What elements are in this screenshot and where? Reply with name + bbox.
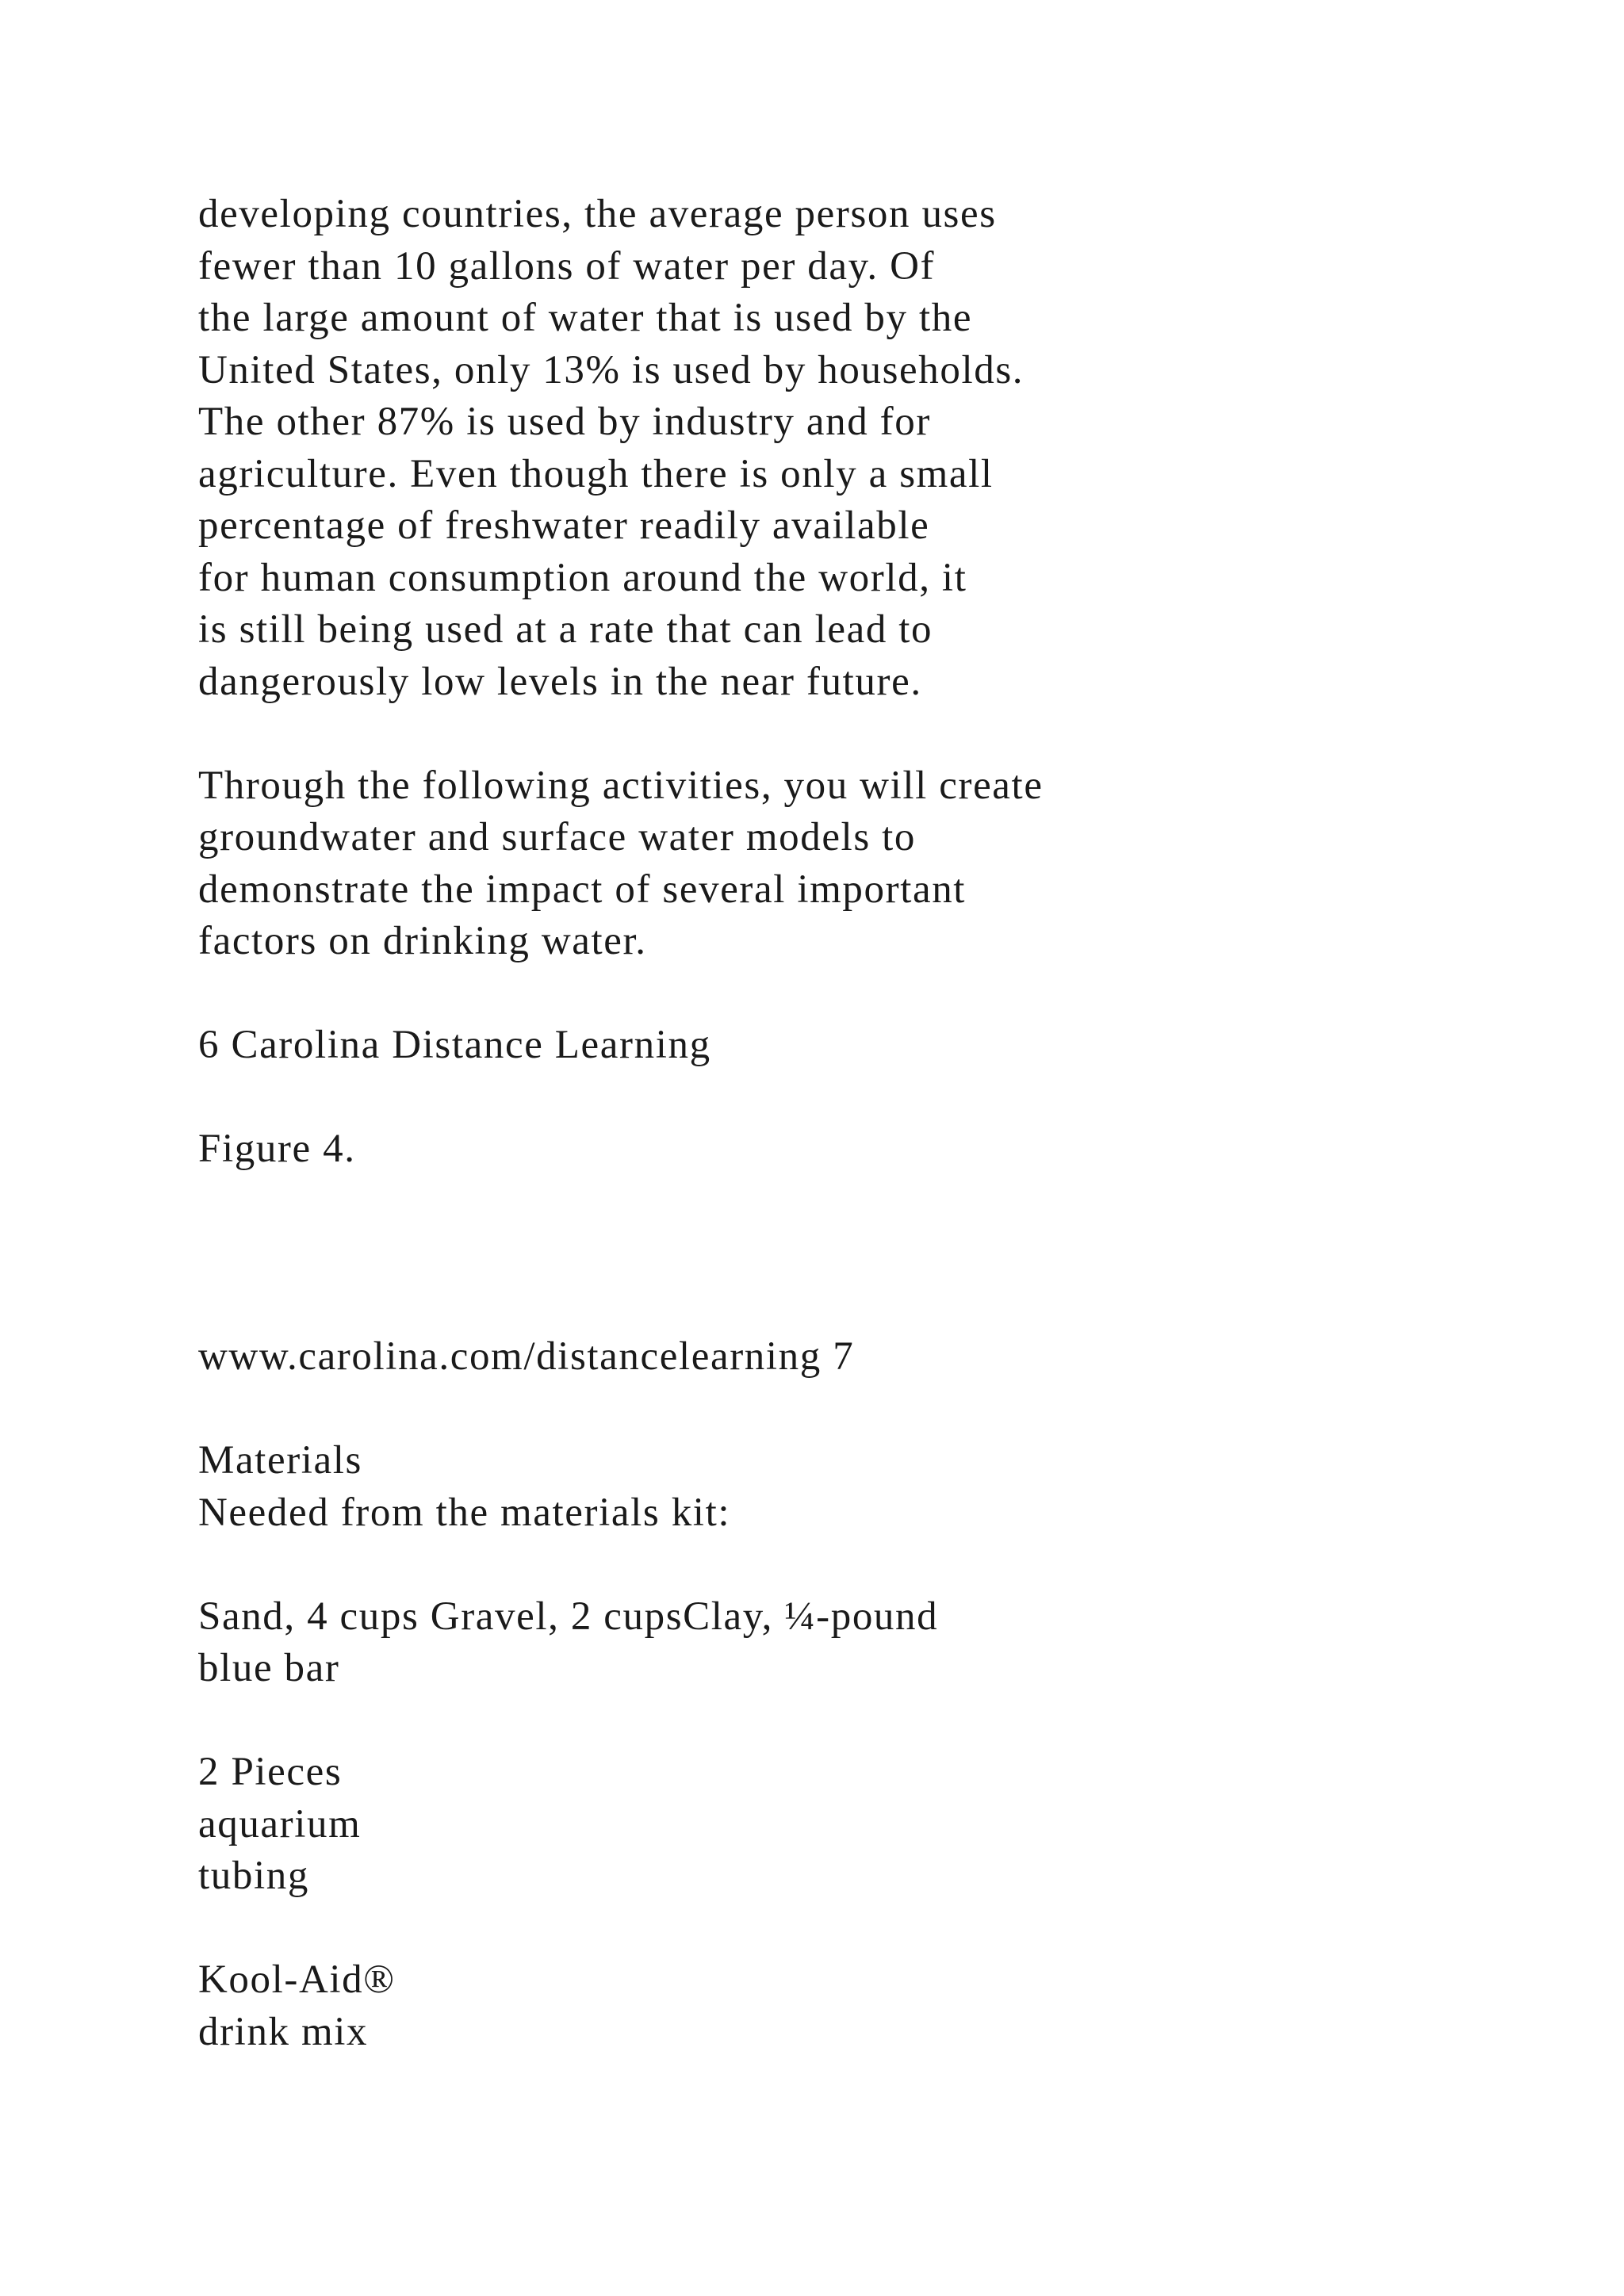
text-line: fewer than 10 gallons of water per day. Of	[198, 243, 936, 289]
page-footer-right: www.carolina.com/distancelearning 7	[198, 1334, 855, 1379]
text-line: The other 87% is used by industry and for	[198, 400, 931, 444]
text-line: dangerously low levels in the near future.	[198, 659, 922, 704]
document-text	[198, 189, 1546, 2058]
text-line: tubing	[198, 1854, 309, 1898]
spacer	[198, 1072, 1546, 1124]
intro-paragraph	[198, 189, 1546, 708]
text-line: the large amount of water that is used by the	[198, 296, 973, 340]
text-line: drink mix	[198, 2009, 369, 2054]
spacer	[198, 1539, 1546, 1591]
text-line: demonstrate the impact of several important	[198, 867, 967, 912]
page-footer-left: 6 Carolina Distance Learning	[198, 1023, 711, 1067]
figure-caption: Figure 4.	[198, 1127, 356, 1171]
text-line: groundwater and surface water models to	[198, 815, 916, 859]
text-line: agriculture. Even though there is only a small	[198, 451, 994, 496]
text-line: is still being used at a rate that can lead to	[198, 607, 933, 652]
materials-item	[198, 1747, 1546, 1903]
text-line: aquarium	[198, 1801, 362, 1846]
text-line: United States, only 13% is used by households.	[198, 347, 1025, 392]
text-line: Kool-Aid®	[198, 1957, 396, 2002]
materials-item	[198, 1954, 1546, 2058]
text-line: factors on drinking water.	[198, 919, 647, 963]
text-line: 2 Pieces	[198, 1750, 343, 1794]
spacer	[198, 968, 1546, 1020]
spacer	[198, 1695, 1546, 1747]
text-line: for human consumption around the world, it	[198, 555, 967, 600]
spacer	[198, 1383, 1546, 1436]
spacer	[198, 708, 1546, 760]
materials-item	[198, 1591, 1546, 1695]
materials-heading: Materials	[198, 1438, 362, 1483]
spacer	[198, 1176, 1546, 1332]
materials-subheading: Needed from the materials kit:	[198, 1490, 731, 1535]
activities-paragraph	[198, 760, 1546, 968]
text-line: blue bar	[198, 1646, 340, 1690]
text-line: Through the following activities, you will create	[198, 763, 1044, 808]
text-line: developing countries, the average person uses	[198, 192, 997, 236]
spacer	[198, 1903, 1546, 1955]
text-line: Sand, 4 cups Gravel, 2 cupsClay, ¼-pound	[198, 1594, 939, 1639]
text-line: percentage of freshwater readily available	[198, 503, 930, 548]
